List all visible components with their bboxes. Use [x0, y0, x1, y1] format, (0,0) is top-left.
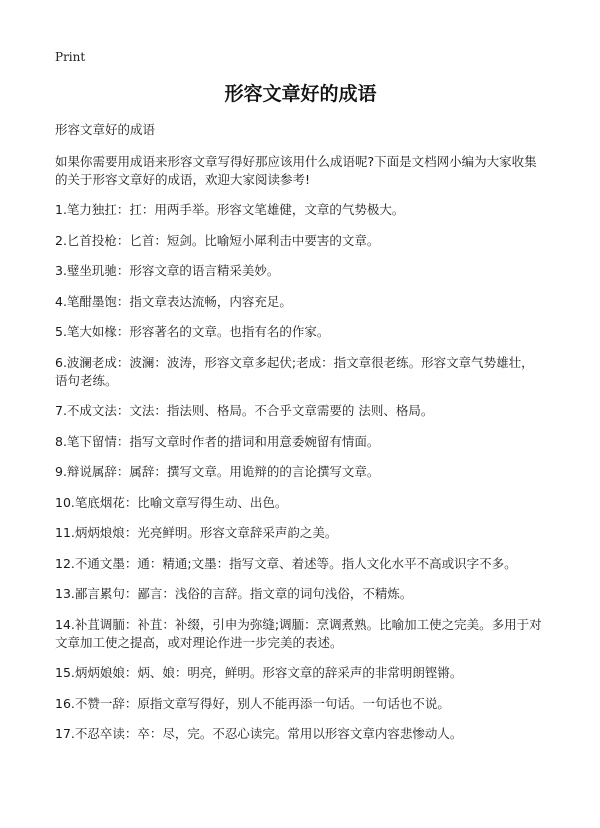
idiom-item: 6.波澜老成：波澜：波涛，形容文章多起伏;老成：指文章很老练。形容文章气势雄壮，语句老练。 — [55, 354, 534, 388]
idiom-item: 9.辩说属辞：属辞：撰写文章。用诡辩的的言论撰写文章。 — [55, 464, 380, 479]
idiom-item: 2.匕首投枪：匕首：短剑。比喻短小犀利击中要害的文章。 — [55, 232, 380, 248]
idiom-item: 14.补苴调胹：补苴：补缀，引申为弥缝;调胹：烹调煮熟。比喻加工使之完美。多用于对文章加工使之提高，或对理论作进一步完美的表述。 — [55, 616, 542, 650]
idiom-item: 10.笔底烟花：比喻文章写得生动、出色。 — [55, 494, 288, 510]
idiom-item: 12.不通文墨：通：精通;文墨：指写文章、着述等。指人文化水平不高或识字不多。 — [55, 555, 517, 571]
page-title: 形容文章好的成语 — [224, 83, 377, 105]
idiom-item: 5.笔大如椽：形容著名的文章。也指有名的作家。 — [55, 324, 330, 339]
page-subtitle: 形容文章好的成语 — [55, 122, 156, 137]
idiom-item: 15.炳炳娘娘：炳、娘：明亮，鲜明。形容文章的辞采声的非常明朗铿锵。 — [55, 665, 463, 680]
idiom-item: 8.笔下留情：指写文章时作者的措词和用意委婉留有情面。 — [55, 433, 380, 449]
idiom-item: 13.鄙言累句：鄙言：浅俗的言辞。指文章的词句浅俗，不精炼。 — [55, 586, 413, 601]
print-link[interactable]: Print — [55, 50, 86, 64]
intro-paragraph: 如果你需要用成语来形容文章写得好那应该用什么成语呢?下面是文档网小编为大家收集的关于形容文章好的成语，欢迎大家阅读参考! — [55, 154, 537, 187]
idiom-item: 7.不成文法：文法：指法则、格局。不合乎文章需要的 法则、格局。 — [55, 403, 434, 418]
idiom-item: 3.璧坐玑驰：形容文章的语言精采美妙。 — [55, 263, 280, 278]
idiom-item: 1.笔力独扛：扛：用两手举。形容文笔雄健，文章的气势极大。 — [55, 202, 405, 217]
idiom-item: 11.炳炳烺烺：光亮鲜明。形容文章辞采声韵之美。 — [55, 525, 338, 540]
idiom-item: 16.不赞一辞：原指文章写得好，别人不能再添一句话。一句话也不说。 — [55, 695, 450, 711]
idiom-item: 4.笔酣墨饱：指文章表达流畅，内容充足。 — [55, 293, 292, 309]
idiom-item: 17.不忍卒读：卒：尽，完。不忍心读完。常用以形容文章内容悲惨动人。 — [55, 726, 463, 741]
